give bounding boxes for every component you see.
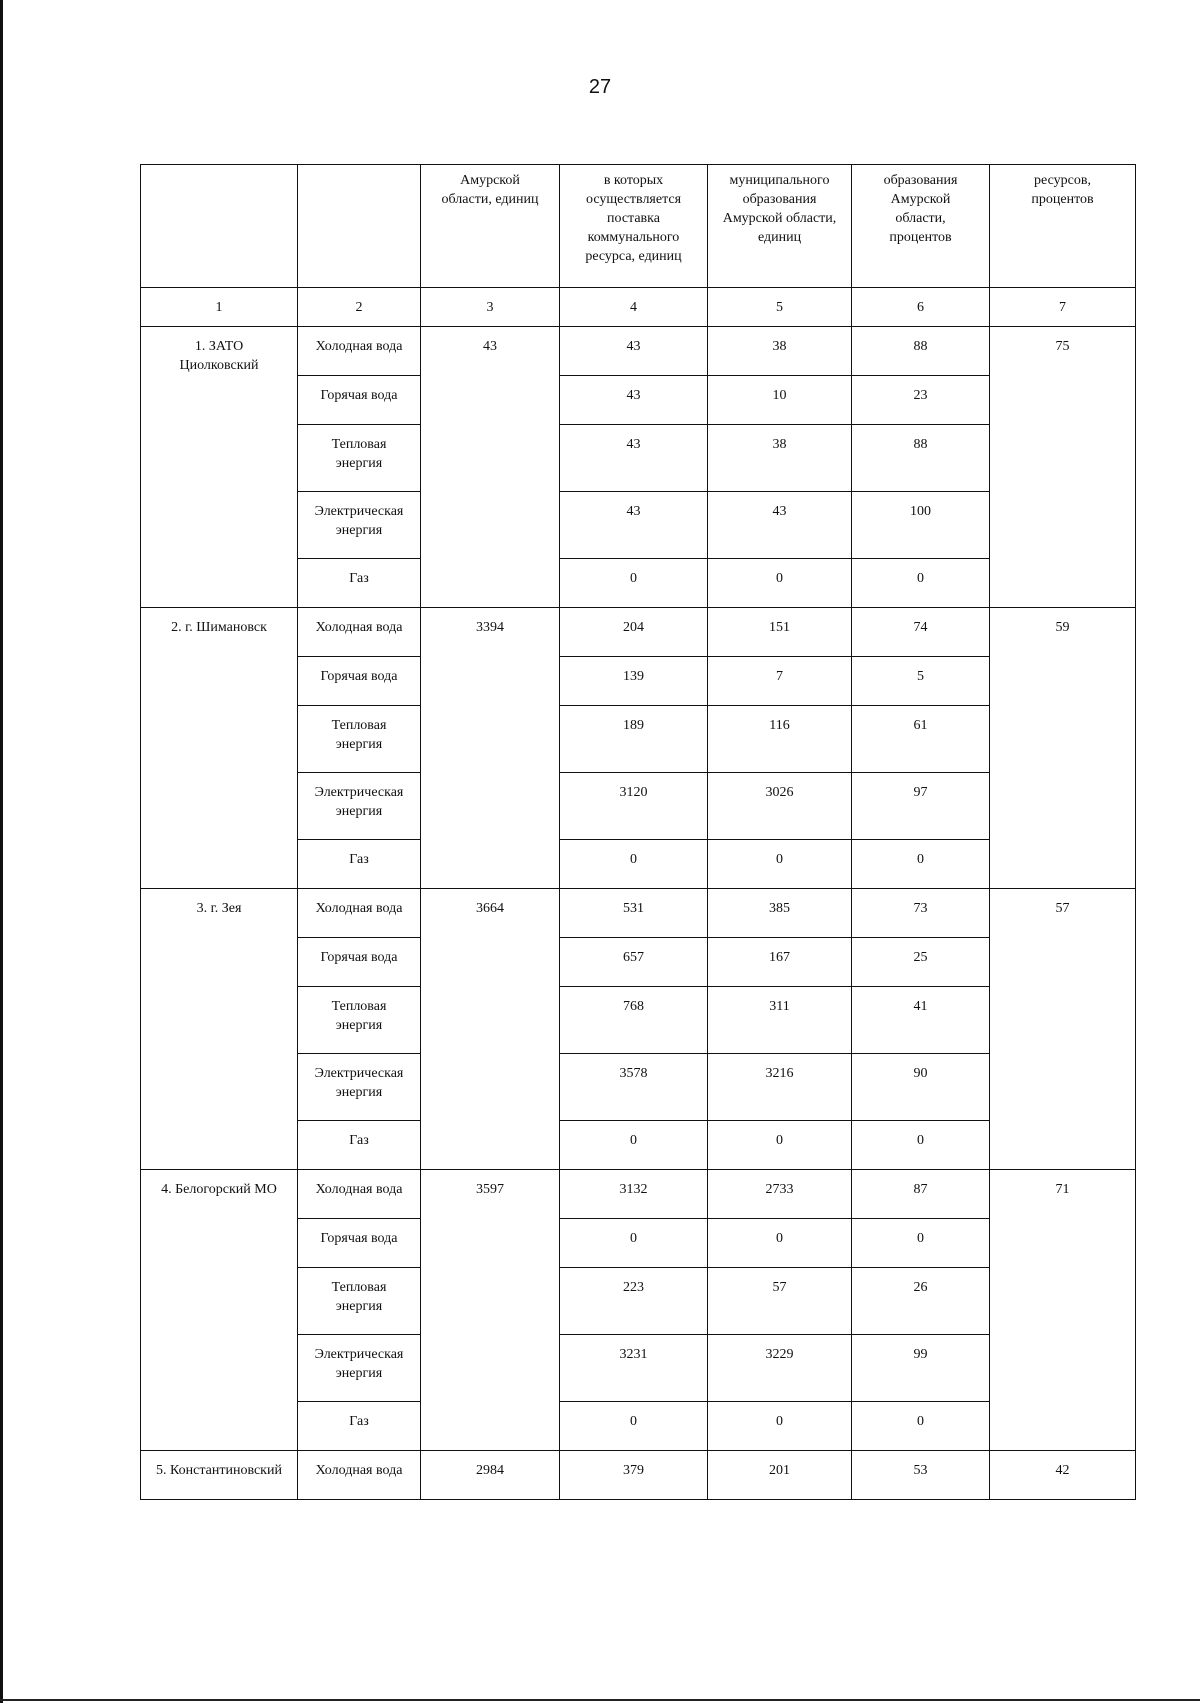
table-body bbox=[141, 165, 1136, 1500]
table-row bbox=[141, 1451, 1136, 1500]
metered-units-cell: 3216 bbox=[708, 1054, 852, 1121]
municipality-cell: 4. Белогорский МО bbox=[141, 1170, 298, 1451]
total-units-cell: 3394 bbox=[421, 608, 560, 889]
resource-cell: Газ bbox=[298, 1402, 421, 1451]
percent-cell: 88 bbox=[852, 425, 990, 492]
page-number: 27 bbox=[588, 76, 612, 98]
supplied-units-cell: 531 bbox=[560, 889, 708, 938]
share-percent-cell: 59 bbox=[990, 608, 1136, 889]
percent-cell: 88 bbox=[852, 327, 990, 376]
scan-edge-bottom bbox=[0, 1699, 1200, 1701]
percent-cell: 41 bbox=[852, 987, 990, 1054]
percent-cell: 0 bbox=[852, 559, 990, 608]
percent-cell: 0 bbox=[852, 1121, 990, 1170]
share-percent-cell: 42 bbox=[990, 1451, 1136, 1500]
metered-units-cell: 201 bbox=[708, 1451, 852, 1500]
supplied-units-cell: 204 bbox=[560, 608, 708, 657]
metered-units-cell: 38 bbox=[708, 425, 852, 492]
percent-cell: 74 bbox=[852, 608, 990, 657]
resource-cell: Тепловая энергия bbox=[298, 1268, 421, 1335]
header-cell bbox=[141, 165, 298, 288]
supplied-units-cell: 3578 bbox=[560, 1054, 708, 1121]
share-percent-cell: 75 bbox=[990, 327, 1136, 608]
total-units-cell: 2984 bbox=[421, 1451, 560, 1500]
resource-cell: Электрическая энергия bbox=[298, 1054, 421, 1121]
supplied-units-cell: 43 bbox=[560, 376, 708, 425]
column-number: 7 bbox=[990, 288, 1136, 327]
supplied-units-cell: 43 bbox=[560, 327, 708, 376]
metered-units-cell: 43 bbox=[708, 492, 852, 559]
percent-cell: 26 bbox=[852, 1268, 990, 1335]
supplied-units-cell: 189 bbox=[560, 706, 708, 773]
resource-cell: Горячая вода bbox=[298, 1219, 421, 1268]
column-number: 1 bbox=[141, 288, 298, 327]
percent-cell: 90 bbox=[852, 1054, 990, 1121]
share-percent-cell: 71 bbox=[990, 1170, 1136, 1451]
supplied-units-cell: 379 bbox=[560, 1451, 708, 1500]
metered-units-cell: 116 bbox=[708, 706, 852, 773]
resource-cell: Газ bbox=[298, 1121, 421, 1170]
resource-cell: Электрическая энергия bbox=[298, 1335, 421, 1402]
percent-cell: 73 bbox=[852, 889, 990, 938]
header-row bbox=[141, 165, 1136, 288]
header-cell: Амурской области, единиц bbox=[421, 165, 560, 288]
municipality-cell: 3. г. Зея bbox=[141, 889, 298, 1170]
percent-cell: 0 bbox=[852, 1402, 990, 1451]
resource-cell: Тепловая энергия bbox=[298, 425, 421, 492]
supplied-units-cell: 657 bbox=[560, 938, 708, 987]
percent-cell: 25 bbox=[852, 938, 990, 987]
resource-cell: Электрическая энергия bbox=[298, 773, 421, 840]
metered-units-cell: 0 bbox=[708, 1402, 852, 1451]
metered-units-cell: 57 bbox=[708, 1268, 852, 1335]
percent-cell: 100 bbox=[852, 492, 990, 559]
header-cell: муниципального образования Амурской области, единиц bbox=[708, 165, 852, 288]
data-table bbox=[140, 164, 1136, 1500]
supplied-units-cell: 43 bbox=[560, 492, 708, 559]
resource-cell: Холодная вода bbox=[298, 889, 421, 938]
metered-units-cell: 385 bbox=[708, 889, 852, 938]
resource-cell: Тепловая энергия bbox=[298, 987, 421, 1054]
header-cell bbox=[298, 165, 421, 288]
metered-units-cell: 0 bbox=[708, 1219, 852, 1268]
header-cell: в которых осуществляется поставка коммунального ресурса, единиц bbox=[560, 165, 708, 288]
table-row bbox=[141, 608, 1136, 657]
metered-units-cell: 7 bbox=[708, 657, 852, 706]
supplied-units-cell: 3132 bbox=[560, 1170, 708, 1219]
column-number: 4 bbox=[560, 288, 708, 327]
column-number: 2 bbox=[298, 288, 421, 327]
supplied-units-cell: 0 bbox=[560, 840, 708, 889]
total-units-cell: 3597 bbox=[421, 1170, 560, 1451]
percent-cell: 61 bbox=[852, 706, 990, 773]
resource-cell: Горячая вода bbox=[298, 938, 421, 987]
resource-cell: Электрическая энергия bbox=[298, 492, 421, 559]
metered-units-cell: 0 bbox=[708, 840, 852, 889]
metered-units-cell: 151 bbox=[708, 608, 852, 657]
column-number: 6 bbox=[852, 288, 990, 327]
scan-edge-left bbox=[0, 0, 3, 1703]
percent-cell: 0 bbox=[852, 840, 990, 889]
supplied-units-cell: 768 bbox=[560, 987, 708, 1054]
resource-cell: Холодная вода bbox=[298, 1451, 421, 1500]
total-units-cell: 3664 bbox=[421, 889, 560, 1170]
column-number: 5 bbox=[708, 288, 852, 327]
resource-cell: Газ bbox=[298, 559, 421, 608]
metered-units-cell: 10 bbox=[708, 376, 852, 425]
resource-cell: Газ bbox=[298, 840, 421, 889]
column-number-row bbox=[141, 288, 1136, 327]
column-number: 3 bbox=[421, 288, 560, 327]
total-units-cell: 43 bbox=[421, 327, 560, 608]
supplied-units-cell: 139 bbox=[560, 657, 708, 706]
municipality-cell: 1. ЗАТО Циолковский bbox=[141, 327, 298, 608]
resource-cell: Холодная вода bbox=[298, 1170, 421, 1219]
supplied-units-cell: 0 bbox=[560, 1219, 708, 1268]
resource-cell: Горячая вода bbox=[298, 376, 421, 425]
percent-cell: 0 bbox=[852, 1219, 990, 1268]
metered-units-cell: 311 bbox=[708, 987, 852, 1054]
resource-cell: Холодная вода bbox=[298, 327, 421, 376]
metered-units-cell: 0 bbox=[708, 559, 852, 608]
supplied-units-cell: 3231 bbox=[560, 1335, 708, 1402]
metered-units-cell: 3229 bbox=[708, 1335, 852, 1402]
supplied-units-cell: 3120 bbox=[560, 773, 708, 840]
municipality-cell: 2. г. Шимановск bbox=[141, 608, 298, 889]
resource-cell: Холодная вода bbox=[298, 608, 421, 657]
table-row bbox=[141, 327, 1136, 376]
table-row bbox=[141, 889, 1136, 938]
table-row bbox=[141, 1170, 1136, 1219]
percent-cell: 23 bbox=[852, 376, 990, 425]
metered-units-cell: 0 bbox=[708, 1121, 852, 1170]
header-cell: ресурсов, процентов bbox=[990, 165, 1136, 288]
share-percent-cell: 57 bbox=[990, 889, 1136, 1170]
metered-units-cell: 3026 bbox=[708, 773, 852, 840]
metered-units-cell: 167 bbox=[708, 938, 852, 987]
resource-cell: Горячая вода bbox=[298, 657, 421, 706]
supplied-units-cell: 43 bbox=[560, 425, 708, 492]
supplied-units-cell: 0 bbox=[560, 1402, 708, 1451]
supplied-units-cell: 0 bbox=[560, 1121, 708, 1170]
metered-units-cell: 2733 bbox=[708, 1170, 852, 1219]
percent-cell: 87 bbox=[852, 1170, 990, 1219]
percent-cell: 97 bbox=[852, 773, 990, 840]
metered-units-cell: 38 bbox=[708, 327, 852, 376]
percent-cell: 53 bbox=[852, 1451, 990, 1500]
header-cell: образования Амурской области, процентов bbox=[852, 165, 990, 288]
supplied-units-cell: 0 bbox=[560, 559, 708, 608]
supplied-units-cell: 223 bbox=[560, 1268, 708, 1335]
municipality-cell: 5. Константиновский bbox=[141, 1451, 298, 1500]
percent-cell: 5 bbox=[852, 657, 990, 706]
percent-cell: 99 bbox=[852, 1335, 990, 1402]
resource-cell: Тепловая энергия bbox=[298, 706, 421, 773]
